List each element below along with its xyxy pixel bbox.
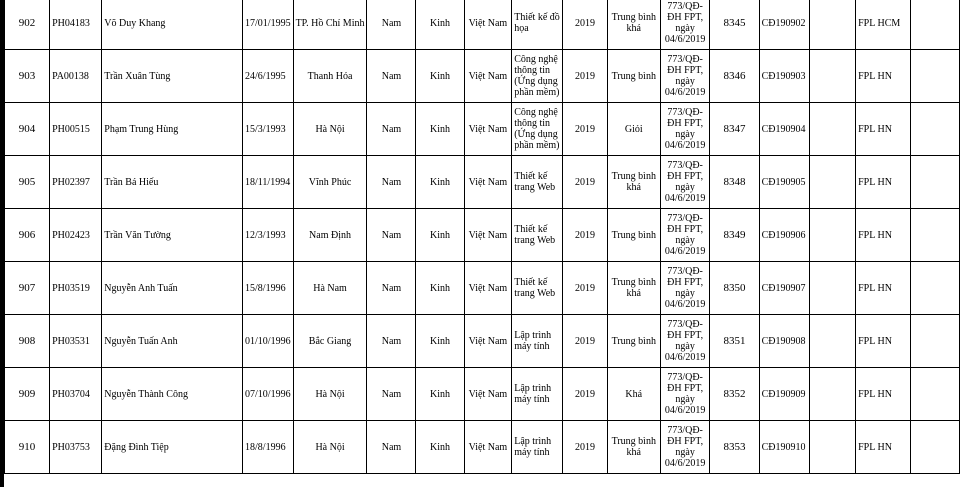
cell-sex: Nam [367,50,416,103]
cell-cert: CĐ190905 [759,156,810,209]
cell-cert: CĐ190903 [759,50,810,103]
cell-stt: 904 [5,103,50,156]
cell-decision: 773/QĐ-ĐH FPT, ngày 04/6/2019 [660,262,710,315]
cell-name: Trần Xuân Tùng [102,50,243,103]
empty-cell [810,368,856,421]
cell-code: PH03531 [50,315,102,368]
cell-major: Lập trình máy tính [512,368,563,421]
cell-grade: Trung bình [607,50,660,103]
document-page [4,0,960,487]
scan-edge [0,0,4,487]
cell-name: Trần Văn Tường [102,209,243,262]
cell-num: 8345 [710,0,759,50]
cell-dob: 01/10/1996 [243,315,294,368]
cell-major: Công nghệ thông tin (Ứng dụng phần mềm) [512,103,563,156]
cell-sex: Nam [367,368,416,421]
cell-year: 2019 [563,50,607,103]
empty-cell [911,421,960,474]
cell-place: Hà Nội [293,421,367,474]
table-row [5,0,960,50]
cell-grade: Trung bình khá [607,0,660,50]
cell-campus: FPL HCM [856,0,911,50]
cell-code: PH03704 [50,368,102,421]
empty-cell [810,50,856,103]
empty-cell [810,156,856,209]
cell-campus: FPL HN [856,209,911,262]
cell-ethnic: Kinh [416,50,464,103]
cell-name: Nguyễn Anh Tuấn [102,262,243,315]
cell-stt: 908 [5,315,50,368]
table-body [5,0,960,474]
cell-major: Thiết kế đồ họa [512,0,563,50]
cell-year: 2019 [563,421,607,474]
cell-nation: Việt Nam [464,315,512,368]
cell-nation: Việt Nam [464,156,512,209]
cell-nation: Việt Nam [464,0,512,50]
cell-code: PH02397 [50,156,102,209]
cell-stt: 909 [5,368,50,421]
cell-name: Nguyễn Thành Công [102,368,243,421]
cell-code: PH04183 [50,0,102,50]
cell-nation: Việt Nam [464,421,512,474]
cell-sex: Nam [367,315,416,368]
cell-num: 8349 [710,209,759,262]
cell-grade: Trung bình khá [607,262,660,315]
cell-major: Lập trình máy tính [512,421,563,474]
table-row [5,156,960,209]
cell-name: Phạm Trung Hùng [102,103,243,156]
cell-grade: Khá [607,368,660,421]
cell-grade: Giỏi [607,103,660,156]
cell-code: PA00138 [50,50,102,103]
cell-place: Vĩnh Phúc [293,156,367,209]
cell-decision: 773/QĐ-ĐH FPT, ngày 04/6/2019 [660,368,710,421]
cell-grade: Trung bình khá [607,421,660,474]
cell-nation: Việt Nam [464,103,512,156]
cell-stt: 907 [5,262,50,315]
cell-ethnic: Kinh [416,103,464,156]
cell-code: PH03519 [50,262,102,315]
cell-code: PH00515 [50,103,102,156]
cell-cert: CĐ190910 [759,421,810,474]
cell-grade: Trung bình [607,315,660,368]
empty-cell [911,103,960,156]
empty-cell [911,50,960,103]
cell-grade: Trung bình khá [607,156,660,209]
cell-cert: CĐ190902 [759,0,810,50]
cell-cert: CĐ190909 [759,368,810,421]
cell-sex: Nam [367,103,416,156]
cell-name: Võ Duy Khang [102,0,243,50]
table-row [5,368,960,421]
cell-ethnic: Kinh [416,0,464,50]
cell-ethnic: Kinh [416,368,464,421]
cell-ethnic: Kinh [416,156,464,209]
cell-dob: 15/8/1996 [243,262,294,315]
cell-grade: Trung bình [607,209,660,262]
empty-cell [810,315,856,368]
cell-place: Nam Định [293,209,367,262]
cell-year: 2019 [563,368,607,421]
cell-ethnic: Kinh [416,421,464,474]
cell-num: 8352 [710,368,759,421]
cell-cert: CĐ190908 [759,315,810,368]
cell-campus: FPL HN [856,368,911,421]
cell-place: Hà Nội [293,368,367,421]
cell-stt: 906 [5,209,50,262]
cell-code: PH03753 [50,421,102,474]
cell-name: Trần Bá Hiếu [102,156,243,209]
cell-sex: Nam [367,0,416,50]
cell-year: 2019 [563,262,607,315]
cell-num: 8347 [710,103,759,156]
cell-num: 8350 [710,262,759,315]
cell-major: Lập trình máy tính [512,315,563,368]
empty-cell [810,209,856,262]
cell-decision: 773/QĐ-ĐH FPT, ngày 04/6/2019 [660,0,710,50]
cell-place: Thanh Hóa [293,50,367,103]
cell-num: 8353 [710,421,759,474]
cell-sex: Nam [367,209,416,262]
cell-campus: FPL HN [856,156,911,209]
cell-decision: 773/QĐ-ĐH FPT, ngày 04/6/2019 [660,50,710,103]
cell-dob: 24/6/1995 [243,50,294,103]
cell-sex: Nam [367,262,416,315]
cell-year: 2019 [563,0,607,50]
cell-name: Nguyễn Tuấn Anh [102,315,243,368]
cell-campus: FPL HN [856,262,911,315]
cell-num: 8348 [710,156,759,209]
cell-cert: CĐ190904 [759,103,810,156]
cell-sex: Nam [367,421,416,474]
table-row [5,315,960,368]
graduates-table [4,0,960,474]
cell-nation: Việt Nam [464,209,512,262]
cell-stt: 905 [5,156,50,209]
cell-dob: 18/11/1994 [243,156,294,209]
cell-ethnic: Kinh [416,262,464,315]
cell-sex: Nam [367,156,416,209]
cell-stt: 910 [5,421,50,474]
cell-place: Hà Nam [293,262,367,315]
cell-ethnic: Kinh [416,315,464,368]
cell-cert: CĐ190907 [759,262,810,315]
cell-nation: Việt Nam [464,368,512,421]
empty-cell [911,368,960,421]
cell-dob: 07/10/1996 [243,368,294,421]
empty-cell [911,262,960,315]
cell-num: 8346 [710,50,759,103]
cell-decision: 773/QĐ-ĐH FPT, ngày 04/6/2019 [660,421,710,474]
empty-cell [810,421,856,474]
cell-year: 2019 [563,103,607,156]
cell-major: Thiết kế trang Web [512,209,563,262]
empty-cell [810,262,856,315]
cell-year: 2019 [563,156,607,209]
table-row [5,103,960,156]
empty-cell [911,0,960,50]
cell-dob: 18/8/1996 [243,421,294,474]
cell-decision: 773/QĐ-ĐH FPT, ngày 04/6/2019 [660,103,710,156]
cell-nation: Việt Nam [464,262,512,315]
cell-decision: 773/QĐ-ĐH FPT, ngày 04/6/2019 [660,209,710,262]
table-row [5,421,960,474]
cell-major: Thiết kế trang Web [512,156,563,209]
cell-num: 8351 [710,315,759,368]
cell-major: Thiết kế trang Web [512,262,563,315]
cell-campus: FPL HN [856,315,911,368]
cell-major: Công nghệ thông tin (Ứng dụng phần mềm) [512,50,563,103]
cell-dob: 17/01/1995 [243,0,294,50]
cell-dob: 12/3/1993 [243,209,294,262]
table-row [5,209,960,262]
table-row [5,262,960,315]
cell-dob: 15/3/1993 [243,103,294,156]
cell-decision: 773/QĐ-ĐH FPT, ngày 04/6/2019 [660,156,710,209]
table-row [5,50,960,103]
cell-cert: CĐ190906 [759,209,810,262]
cell-year: 2019 [563,315,607,368]
empty-cell [810,103,856,156]
empty-cell [911,209,960,262]
cell-decision: 773/QĐ-ĐH FPT, ngày 04/6/2019 [660,315,710,368]
empty-cell [911,156,960,209]
cell-campus: FPL HN [856,50,911,103]
empty-cell [810,0,856,50]
cell-campus: FPL HN [856,421,911,474]
cell-campus: FPL HN [856,103,911,156]
cell-code: PH02423 [50,209,102,262]
empty-cell [911,315,960,368]
cell-place: Hà Nội [293,103,367,156]
cell-place: TP. Hồ Chí Minh [293,0,367,50]
cell-name: Đặng Đình Tiệp [102,421,243,474]
cell-ethnic: Kinh [416,209,464,262]
cell-place: Bắc Giang [293,315,367,368]
cell-stt: 903 [5,50,50,103]
cell-stt: 902 [5,0,50,50]
cell-year: 2019 [563,209,607,262]
cell-nation: Việt Nam [464,50,512,103]
